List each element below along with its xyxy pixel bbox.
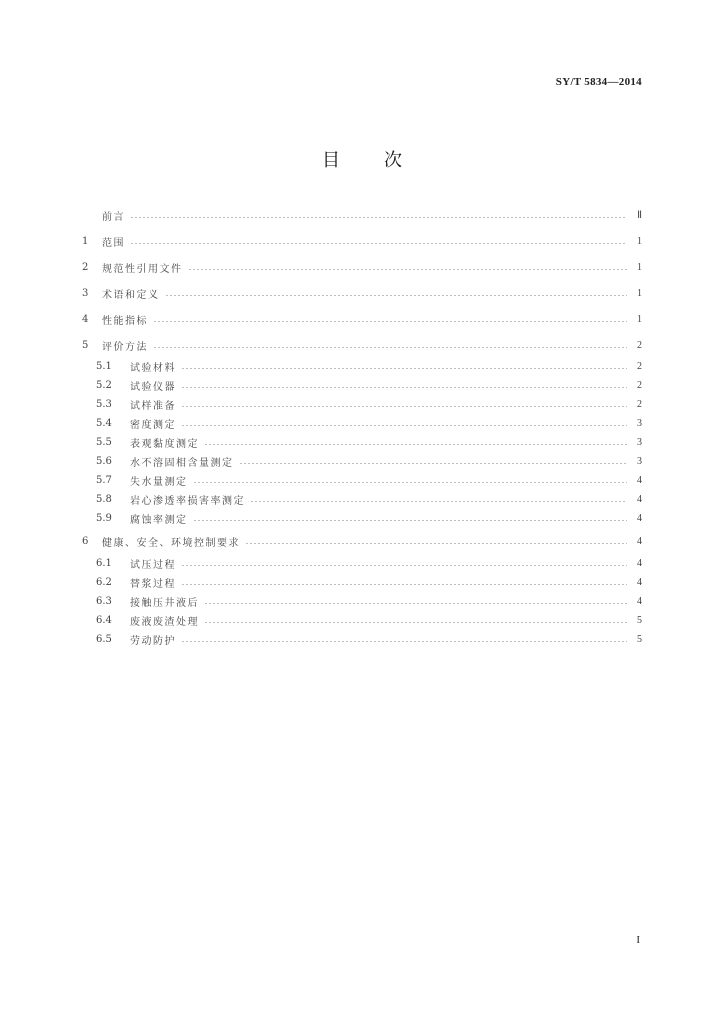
toc-entry-page: 4 (637, 474, 642, 486)
toc-entry-page: 2 (637, 379, 642, 391)
toc-entry-page: 2 (637, 339, 642, 351)
toc-entry-label: 废液废渣处理 (130, 616, 199, 628)
toc-entry-number: 6.5 (96, 633, 112, 645)
toc-entry-label: 术语和定义 (102, 289, 160, 301)
toc-leader-dots (181, 368, 627, 369)
toc-leader-dots (181, 387, 627, 388)
toc-entry-label: 水不溶固相含量测定 (130, 457, 234, 469)
toc-entry-5-6[interactable] (82, 454, 642, 468)
toc-entry-page: 5 (637, 633, 642, 645)
toc-entry-6-2[interactable] (82, 575, 642, 589)
toc-leader-dots (239, 463, 628, 464)
toc-leader-dots (130, 243, 627, 244)
toc-entry-page: 1 (637, 313, 642, 325)
toc-entry-number: 5.3 (96, 398, 112, 410)
toc-entry-5-5[interactable] (82, 435, 642, 449)
toc-entry-page: 4 (637, 493, 642, 505)
toc-entry-label: 试样准备 (130, 400, 176, 412)
toc-leader-dots (181, 425, 627, 426)
toc-leader-dots (204, 603, 627, 604)
toc-entry-number: 5.2 (96, 379, 112, 391)
toc-entry-4[interactable] (82, 312, 642, 326)
toc-entry-6-1[interactable] (82, 556, 642, 570)
toc-leader-dots (153, 347, 627, 348)
toc-entry-page: 2 (637, 360, 642, 372)
toc-entry-number: 6.1 (96, 557, 112, 569)
title-char-1: 目 (322, 150, 340, 171)
toc-entry-3[interactable] (82, 286, 642, 300)
toc-entry-number: 1 (82, 235, 89, 247)
toc-entry-label: 试验材料 (130, 362, 176, 374)
toc-entry-page: 2 (637, 398, 642, 410)
toc-entry-label: 替浆过程 (130, 578, 176, 590)
toc-entry-label: 试验仪器 (130, 381, 176, 393)
toc-entry-page: 1 (637, 235, 642, 247)
toc-leader-dots (193, 482, 628, 483)
toc-entry-label: 失水量测定 (130, 476, 188, 488)
toc-entry-5-2[interactable] (82, 378, 642, 392)
toc-leader-dots (153, 321, 627, 322)
toc-entry-5-9[interactable] (82, 511, 642, 525)
toc-entry-6[interactable] (82, 534, 642, 548)
toc-entry-5-7[interactable] (82, 473, 642, 487)
toc-entry-number: 6 (82, 535, 89, 547)
toc-entry-label: 前言 (102, 211, 125, 223)
toc-entry-label: 劳动防护 (130, 635, 176, 647)
toc-entry-number: 6.4 (96, 614, 112, 626)
toc-leader-dots (181, 565, 627, 566)
toc-entry-label: 性能指标 (102, 315, 148, 327)
toc-entry-label: 范围 (102, 237, 125, 249)
toc-entry-page: 4 (637, 595, 642, 607)
page-number: I (636, 934, 640, 946)
toc-entry-label: 健康、安全、环境控制要求 (102, 537, 240, 549)
toc-entry-number: 5.6 (96, 455, 112, 467)
toc-entry-number: 5.1 (96, 360, 112, 372)
toc-leader-dots (165, 295, 628, 296)
toc-entry-6-4[interactable] (82, 613, 642, 627)
toc-leader-dots (181, 406, 627, 407)
toc-leader-dots (188, 269, 628, 270)
toc-entry-page: 3 (637, 455, 642, 467)
toc-entry-label: 接触压井液后 (130, 597, 199, 609)
toc-entry-1[interactable] (82, 234, 642, 248)
toc-entry-number: 5 (82, 339, 89, 351)
toc-entry-5[interactable] (82, 338, 642, 352)
toc-entry-5-3[interactable] (82, 397, 642, 411)
toc-entry-foreword[interactable] (82, 208, 642, 222)
toc-entry-number: 3 (82, 287, 89, 299)
toc-leader-dots (193, 520, 628, 521)
toc-entry-number: 5.7 (96, 474, 112, 486)
toc-entry-6-3[interactable] (82, 594, 642, 608)
toc-entry-number: 6.2 (96, 576, 112, 588)
standard-code: SY/T 5834—2014 (555, 76, 642, 88)
toc-entry-page: 4 (637, 576, 642, 588)
toc-entry-page: 4 (637, 512, 642, 524)
toc-leader-dots (181, 641, 627, 642)
toc-entry-page: 5 (637, 614, 642, 626)
toc-entry-label: 规范性引用文件 (102, 263, 183, 275)
toc-entry-page: Ⅱ (637, 209, 642, 221)
toc-leader-dots (250, 501, 627, 502)
toc-entry-page: 3 (637, 417, 642, 429)
toc-entry-number: 4 (82, 313, 89, 325)
toc-entry-page: 1 (637, 287, 642, 299)
toc-entry-number: 5.4 (96, 417, 112, 429)
toc-entry-5-8[interactable] (82, 492, 642, 506)
toc-leader-dots (181, 584, 627, 585)
toc-entry-number: 5.9 (96, 512, 112, 524)
toc-entry-number: 5.5 (96, 436, 112, 448)
toc-entry-label: 密度测定 (130, 419, 176, 431)
toc-leader-dots (204, 622, 627, 623)
toc-leader-dots (130, 217, 627, 218)
toc-entry-label: 腐蚀率测定 (130, 514, 188, 526)
toc-entry-label: 表观黏度测定 (130, 438, 199, 450)
toc-entry-page: 3 (637, 436, 642, 448)
toc-entry-page: 4 (637, 557, 642, 569)
toc-entry-page: 1 (637, 261, 642, 273)
title-char-2: 次 (384, 150, 402, 171)
toc-leader-dots (204, 444, 627, 445)
toc-entry-number: 5.8 (96, 493, 112, 505)
toc-entry-label: 试压过程 (130, 559, 176, 571)
page-title (0, 146, 724, 172)
toc-entry-5-4[interactable] (82, 416, 642, 430)
toc-entry-number: 6.3 (96, 595, 112, 607)
toc-entry-label: 岩心渗透率损害率测定 (130, 495, 245, 507)
toc-entry-label: 评价方法 (102, 341, 148, 353)
toc-entry-2[interactable] (82, 260, 642, 274)
toc-entry-5-1[interactable] (82, 359, 642, 373)
toc-leader-dots (245, 543, 627, 544)
toc-entry-number: 2 (82, 261, 89, 273)
toc-entry-6-5[interactable] (82, 632, 642, 646)
toc-entry-page: 4 (637, 535, 642, 547)
